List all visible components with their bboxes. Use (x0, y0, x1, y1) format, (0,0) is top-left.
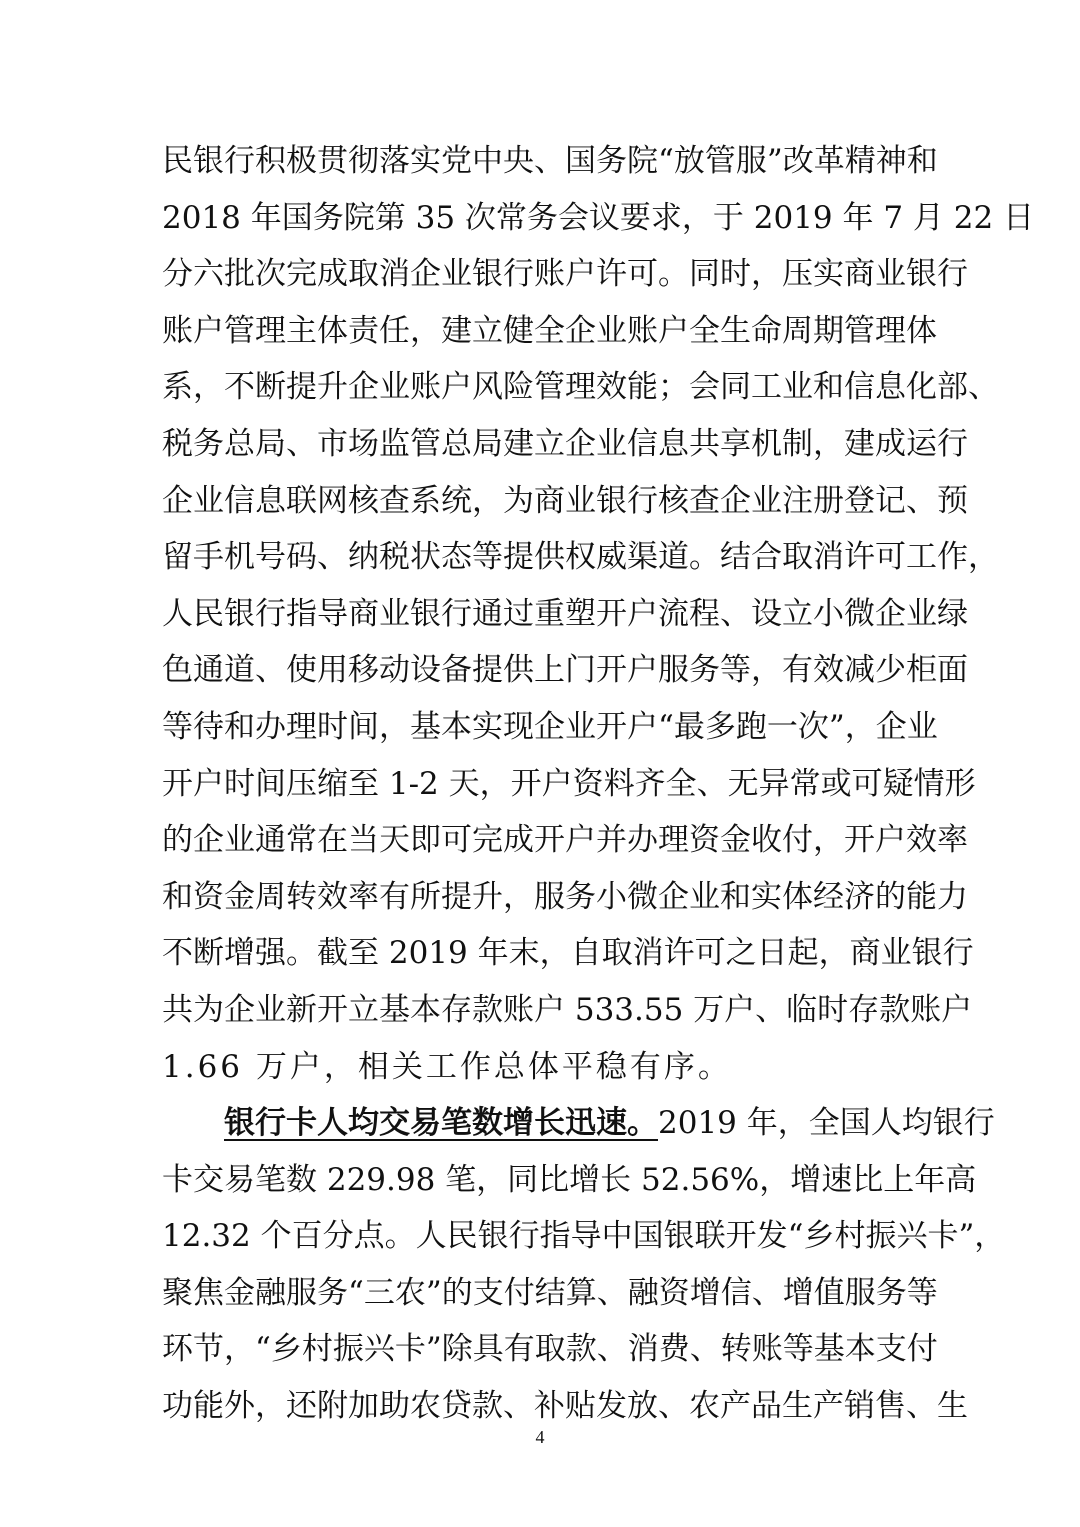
paragraph-line: 留手机号码、纳税状态等提供权威渠道。结合取消许可工作， (162, 539, 999, 576)
paragraph-line: 功能外，还附加助农贷款、补贴发放、农产品生产销售、生 (162, 1388, 968, 1425)
paragraph-line: 共为企业新开立基本存款账户 533.55 万户、临时存款账户 (162, 991, 973, 1028)
paragraph-line: 民银行积极贯彻落实党中央、国务院“放管服”改革精神和 (162, 143, 938, 179)
paragraph-line: 2018 年国务院第 35 次常务会议要求，于 2019 年 7 月 22 日 (162, 199, 1035, 236)
paragraph-line: 12.32 个百分点。人民银行指导中国银联开发“乡村振兴卡”， (162, 1218, 1006, 1255)
paragraph-line: 卡交易笔数 229.98 笔，同比增长 52.56%，增速比上年高 (162, 1161, 977, 1198)
paragraph-first-line (162, 1095, 995, 1152)
paragraph-line: 人民银行指导商业银行通过重塑开户流程、设立小微企业绿 (162, 595, 968, 632)
paragraph-line: 的企业通常在当天即可完成开户并办理资金收付，开户效率 (162, 822, 968, 859)
paragraph-line: 1.66 万户，相关工作总体平稳有序。 (162, 1048, 732, 1085)
paragraph-line: 环节，“乡村振兴卡”除具有取款、消费、转账等基本支付 (162, 1331, 938, 1368)
paragraph-text: 2019 年，全国人均银行 (658, 1105, 995, 1142)
body-text (162, 133, 1035, 1435)
page-number: 4 (535, 1427, 545, 1447)
paragraph-line: 账户管理主体责任，建立健全企业账户全生命周期管理体 (162, 312, 937, 349)
paragraph-line: 企业信息联网核查系统，为商业银行核查企业注册登记、预 (162, 482, 968, 519)
paragraph-line: 色通道、使用移动设备提供上门开户服务等，有效减少柜面 (162, 652, 968, 689)
paragraph-line: 等待和办理时间，基本实现企业开户“最多跑一次”，企业 (162, 708, 938, 745)
section-heading: 银行卡人均交易笔数增长迅速。 (224, 1105, 658, 1142)
paragraph-line: 不断增强。截至 2019 年末，自取消许可之日起，商业银行 (162, 935, 974, 972)
paragraph-line: 开户时间压缩至 1-2 天，开户资料齐全、无异常或可疑情形 (162, 765, 976, 802)
paragraph-line: 系，不断提升企业账户风险管理效能；会同工业和信息化部、 (162, 369, 999, 406)
paragraph-line: 和资金周转效率有所提升，服务小微企业和实体经济的能力 (162, 878, 968, 915)
paragraph-line: 分六批次完成取消企业银行账户许可。同时，压实商业银行 (162, 256, 968, 293)
paragraph-line: 税务总局、市场监管总局建立企业信息共享机制，建成运行 (162, 425, 968, 462)
paragraph-line: 聚焦金融服务“三农”的支付结算、融资增信、增值服务等 (162, 1274, 938, 1311)
